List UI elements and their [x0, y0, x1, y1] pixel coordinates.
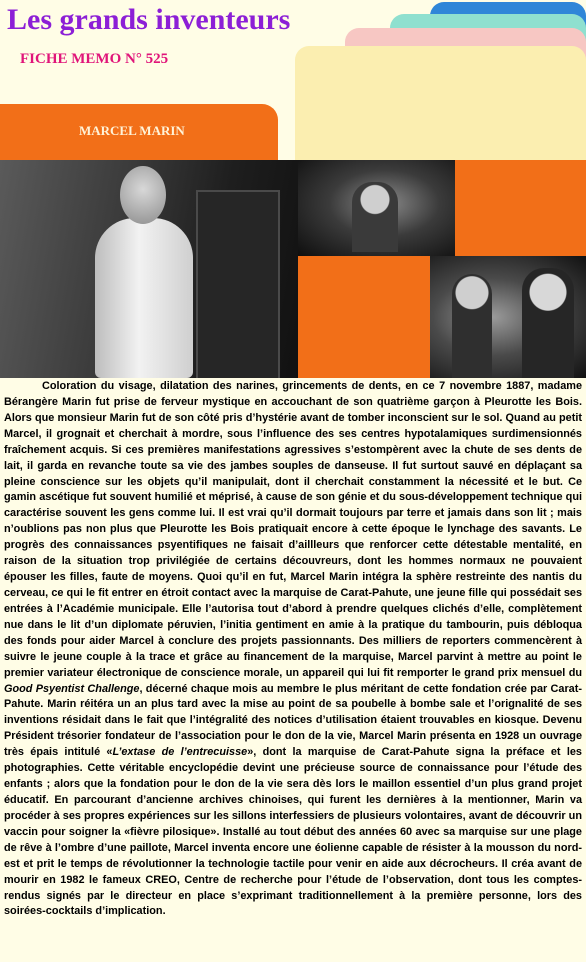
inventor-name: MARCEL MARIN — [79, 123, 185, 138]
cream-tab-shape — [295, 46, 586, 160]
header-banner — [0, 0, 586, 160]
lab-equipment-photo — [298, 160, 455, 256]
orange-block — [298, 256, 430, 378]
door-shape — [196, 190, 280, 378]
figure-silhouette — [452, 274, 492, 378]
memo-number: FICHE MEMO N° 525 — [20, 51, 169, 67]
orange-block — [455, 160, 586, 256]
two-men-photo — [430, 256, 586, 378]
figure-silhouette — [522, 268, 574, 378]
article-body: Coloration du visage, dilatation des narines, grincements de dents, en ce 7 novembre 1887, madame Bérangère Marin fut prise de ferveur mystique en accouchant de son quatrième garçon à Pleurotte les Bois. Alors que monsieur Marin fut de son côté pris d’hystérie avant de tomber inconscient sur le sol. Quand au petit Marcel, il grognait et cherchait à mordre, sous l’influence des ses centres hypotalamiques surdimensionnés fraîchement acquis. Si ces premières manifestations agressives s’estompèrent avec la chute de ses dents de lait, il garda en revanche toute sa vie des jambes souples de danseuse. Il fut surtout sauvé en déplaçant sa pleine conscience sur les objets qu’il manipulait, dont il cherchait constamment la nécessité et le but. Ce gamin ascétique fut souvent humilié et méprisé, à cause de son génie et du sous-développement technique qui caractérise souvent les gens comme lui. Il est vrai qu’il dormait toujours par terre et jamais dans son lit ; mais n’oublions pas non plus que Pleurotte les Bois pratiquait encore à cette époque le lynchage des savants. Le progrès des connaissances psyentifiques ne faisait d’aillleurs que renforcer cette détestable mentalité, en raison de la situation trop privilégiée de certains découvreurs, dont les hommes normaux ne pouvaient épouser les filles, faute de moyens. Quoi qu’il en fut, Marcel Marin intégra la sphère restreinte des nantis du cerveau, ce qui le fit entrer en étroit contact avec la marquise de Carat-Pahute, une jeune fille qui possédait ses entrées à l’Académie municipale. Elle l’autorisa tout d’abord à prendre quelques clichés d’elle, complètement nue dans le lit d’un diplomate péruvien, l’initia gentiment en amie à la pratique du tambourin, puis débloqua des fonds pour aider Marcel à conclure des projets passionnants. Des milliers de reporters commencèrent à suivre le jeune couple à la trace et grâce au financement de la marquise, Marcel parvint à mettre au point le premier variateur électronique de conscience morale, un appareil qui lui fit remporter le grand prix mensuel du Good Psyentist Challenge, décerné chaque mois au membre le plus méritant de cette fondation crée par Carat-Pahute. Marin réitéra un an plus tard avec la mise au point de sa poubelle à bombe sale et l’orignalité de ses inventions résidait dans le fait que l’intégralité des notices d’utilisation étaient trouvables en kiosque. Devenu Président trésorier fondateur de l’association pour le don de la vie, Marcel Marin présenta en 1928 un ouvrage très épais intitulé «L’extase de l’entrecuisse», dont la marquise de Carat-Pahute signa la préface et les photographies. Cette véritable encyclopédie devint une précieuse source de connaissance pour l’étude des enfants ; alors que la fondation pour le don de la vie sera dès lors le maillon essentiel d’un plus grand projet éducatif. En parcourant d’ancienne archives chinoises, qui furent les dernières à la mentionner, Marin va procéder à ses propres expériences sur les sillons interfessiers de plusieurs volontaires, avant de découvrir un vaccin pour soigner la «fièvre pilosique». Installé au tout début des années 60 avec sa marquise sur une plage de rêve à l’ombre d’une paillote, Marcel inventa encore une éolienne capable de résister à la mousson du nord-est et prit le temps de révolutionner la technologie tactile pour venir en aide aux décrocheurs. Il créa avant de mourir en 1982 le fameux CREO, Centre de recherche pour l’étude de l’observation, dont tous les comptes-rendus signés par le directeur en place s’exprimant traditionnellement à la première personne, lors des soirées-cocktails d’implication. — [4, 380, 582, 918]
photo-collage — [0, 160, 586, 378]
page-title: Les grands inventeurs — [7, 3, 291, 36]
scientist-head — [120, 166, 166, 224]
scientist-lab-photo — [0, 160, 298, 378]
figure-silhouette — [352, 182, 398, 252]
lab-coat-figure — [95, 218, 193, 378]
